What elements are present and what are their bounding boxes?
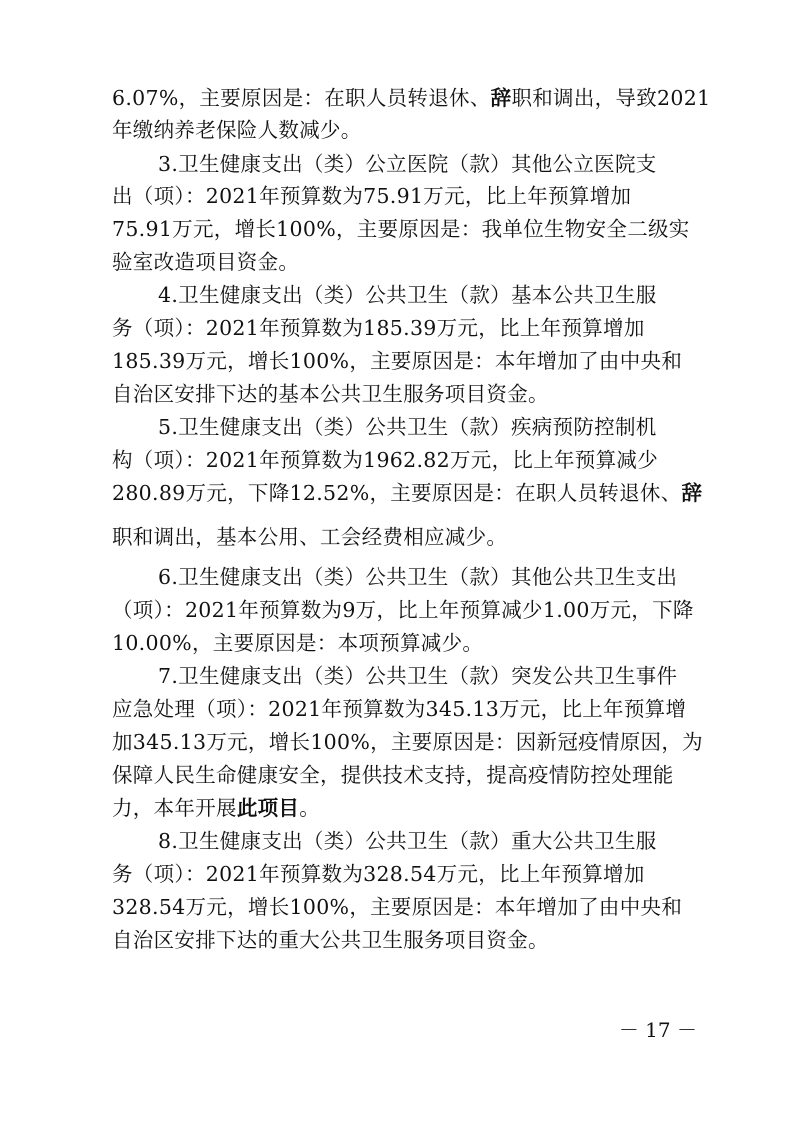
- page-number: － 17 －: [618, 1018, 697, 1042]
- text-run-bold: 辞: [681, 481, 703, 505]
- text-run: 280.89万元，下降12.52%，主要原因是：在职人员转退休、: [112, 481, 682, 505]
- text-run: 职和调出，导致2021: [511, 86, 711, 110]
- paragraph-7-line-4: 自治区安排下达的重大公共卫生服务项目资金。: [112, 928, 549, 952]
- paragraph-5-line-3: 10.00%，主要原因是：本项预算减少。: [112, 631, 484, 655]
- paragraph-5-line-1: 6.卫生健康支出（类）公共卫生（款）其他公共卫生支出: [158, 565, 678, 589]
- paragraph-6-line-2: 应急处理（项）：2021年预算数为345.13万元，比上年预算增: [112, 697, 687, 721]
- text-run: 。: [299, 796, 321, 820]
- paragraph-6-line-5: [112, 793, 320, 823]
- paragraph-3-line-2: 务（项）：2021年预算数为185.39万元，比上年预算增加: [112, 316, 645, 340]
- paragraph-6-line-3: 加345.13万元，增长100%，主要原因是：因新冠疫情原因，为: [112, 730, 703, 754]
- text-run-bold: 此项目: [236, 796, 300, 820]
- paragraph-1-line-2: 年缴纳养老保险人数减少。: [112, 118, 362, 142]
- paragraph-5-line-2: （项）：2021年预算数为9万，比上年预算减少1.00万元，下降: [112, 598, 694, 622]
- paragraph-3-line-3: 185.39万元，增长100%，主要原因是：本年增加了由中央和: [112, 349, 683, 373]
- paragraph-6-line-4: 保障人民生命健康安全，提供技术支持，提高疫情防控处理能: [112, 763, 674, 787]
- paragraph-7-line-1: 8.卫生健康支出（类）公共卫生（款）重大公共卫生服: [158, 829, 657, 853]
- paragraph-3-line-4: 自治区安排下达的基本公共卫生服务项目资金。: [112, 382, 549, 406]
- paragraph-2-line-1: 3.卫生健康支出（类）公立医院（款）其他公立医院支: [158, 152, 657, 176]
- text-run: 6.07%，主要原因是：在职人员转退休、: [112, 86, 491, 110]
- paragraph-6-line-1: 7.卫生健康支出（类）公共卫生（款）突发公共卫生事件: [158, 664, 678, 688]
- paragraph-3-line-1: 4.卫生健康支出（类）公共卫生（款）基本公共卫生服: [158, 283, 657, 307]
- paragraph-4-line-4: 职和调出，基本公用、工会经费相应减少。: [112, 525, 508, 549]
- paragraph-7-line-2: 务（项）：2021年预算数为328.54万元，比上年预算增加: [112, 862, 645, 886]
- paragraph-4-line-3: [112, 478, 702, 508]
- paragraph-2-line-2: 出（项）：2021年预算数为75.91万元，比上年预算增加: [112, 184, 632, 208]
- paragraph-1-line-1: [112, 83, 710, 113]
- paragraph-2-line-3: 75.91万元，增长100%，主要原因是：我单位生物安全二级实: [112, 217, 690, 241]
- paragraph-4-line-1: 5.卫生健康支出（类）公共卫生（款）疾病预防控制机: [158, 415, 657, 439]
- paragraph-7-line-3: 328.54万元，增长100%，主要原因是：本年增加了由中央和: [112, 895, 683, 919]
- text-run: 力，本年开展: [112, 796, 237, 820]
- paragraph-2-line-4: 验室改造项目资金。: [112, 250, 300, 274]
- paragraph-4-line-2: 构（项）：2021年预算数为1962.82万元，比上年预算减少: [112, 448, 658, 472]
- text-run-bold: 辞: [490, 86, 512, 110]
